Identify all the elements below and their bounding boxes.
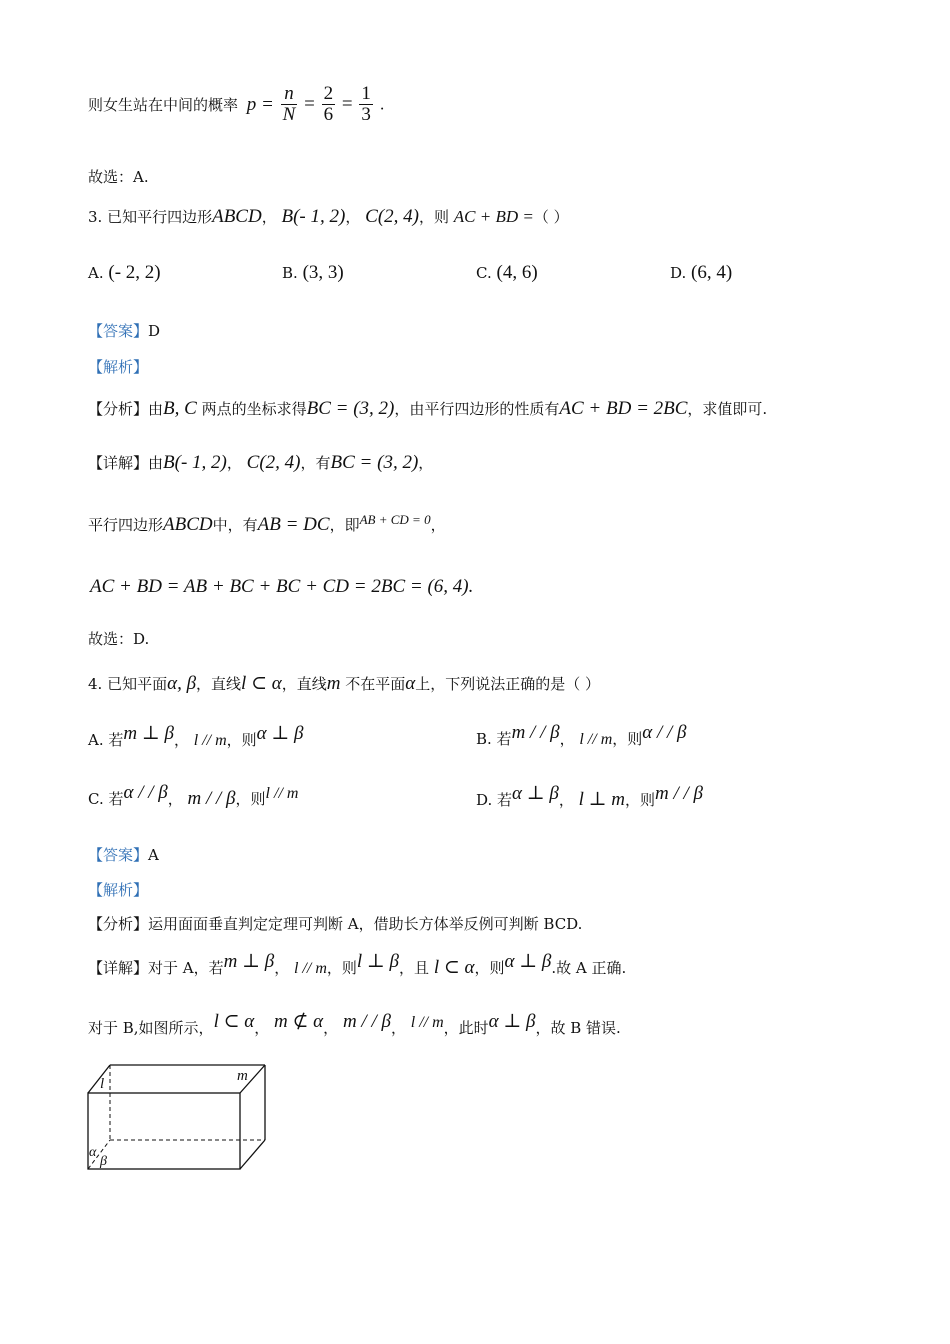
math: m	[326, 673, 341, 694]
q3-option-d	[670, 262, 732, 284]
fenxi-tag: 【分析】	[88, 400, 149, 418]
text: ，	[226, 454, 242, 472]
math: m / / β	[511, 722, 560, 743]
separator: ，	[261, 208, 277, 226]
text: .故 A 正确.	[551, 959, 627, 977]
q3-analysis-tag	[88, 356, 148, 377]
math: α, β	[167, 673, 197, 694]
text: 对于 B,如图所示，	[88, 1019, 214, 1037]
q4-stem	[88, 672, 600, 695]
label-l: l	[100, 1076, 105, 1092]
text: ，则	[474, 959, 505, 977]
cuboid-right-bottom-edge	[240, 1140, 265, 1169]
equals-sign: =	[341, 93, 353, 115]
math: α ⊥ β	[256, 723, 304, 744]
q3-paren: （ ）	[533, 208, 569, 226]
q3-point-b: B(- 1, 2)	[281, 206, 346, 227]
math: l ⊂ α	[433, 957, 475, 978]
fenxi-tag: 【分析】	[88, 915, 149, 933]
option-value: (4, 6)	[496, 262, 538, 283]
choose-answer-d: 故选：D.	[88, 630, 150, 648]
label-beta: β	[100, 1154, 107, 1169]
option-label: C.	[476, 264, 492, 282]
probability-lhs: p =	[246, 93, 274, 115]
math: m ⊥ β	[223, 951, 275, 972]
text: ，	[418, 454, 434, 472]
text: ，	[559, 730, 575, 748]
text: ，则	[226, 731, 257, 749]
text: ，则	[326, 959, 357, 977]
math: l // m	[293, 960, 327, 977]
option-label: D.	[670, 264, 687, 282]
cuboid-left-top-edge	[88, 1065, 110, 1093]
label-m: m	[237, 1068, 248, 1084]
q4-option-b	[476, 722, 687, 749]
math: B, C	[163, 398, 197, 419]
answer-value: A	[148, 846, 159, 864]
answer-tag: 【答案】	[88, 322, 149, 340]
math: l // m	[265, 785, 299, 802]
fraction-numerator: n	[281, 84, 298, 105]
text: ，此时	[443, 1019, 489, 1037]
text: ，则	[235, 790, 266, 808]
answer-tag: 【答案】	[88, 846, 149, 864]
q4-option-a	[88, 722, 303, 750]
cuboid-figure	[80, 1058, 276, 1178]
cuboid-front-face	[88, 1093, 240, 1169]
text: ，直线	[196, 675, 242, 693]
math: m / / β	[187, 788, 236, 809]
text: 平行四边形	[88, 516, 164, 534]
fraction-n-over-n	[281, 84, 298, 125]
text: ，则	[612, 730, 643, 748]
math-equation: AC + BD = 2BC	[559, 398, 688, 419]
option-label: C. 若	[88, 790, 124, 808]
text: ，直线	[281, 675, 327, 693]
math: α ⊥ β	[488, 1011, 536, 1032]
option-label: B.	[282, 264, 298, 282]
math-vector-bc: BC = (3, 2)	[306, 398, 395, 419]
q3-option-a	[88, 262, 161, 284]
math: l ⊂ α	[213, 1011, 255, 1032]
math: α ⊥ β	[504, 951, 552, 972]
fraction-denominator: 3	[361, 104, 371, 125]
separator: ，	[345, 208, 361, 226]
q3-answer	[88, 320, 160, 341]
text: ，	[430, 516, 446, 534]
text: 不在平面	[345, 675, 406, 693]
math: α / / β	[123, 782, 168, 803]
text: 由	[148, 400, 164, 418]
q4-xiangjie	[88, 950, 626, 979]
q3-line3: AC + BD = AB + BC + BC + CD = 2BC = (6, 4).	[90, 576, 474, 597]
analysis-tag: 【解析】	[88, 881, 149, 899]
text: ，	[558, 791, 574, 809]
label-alpha: α	[89, 1145, 97, 1160]
text: ，则	[625, 791, 656, 809]
q4-option-c	[88, 782, 298, 810]
fraction-numerator: 2	[323, 83, 334, 104]
option-value: (- 2, 2)	[108, 262, 161, 283]
separator: ，则	[418, 208, 449, 226]
option-label: D. 若	[476, 791, 513, 809]
fraction-one-third	[359, 84, 373, 125]
xiangjie-tag: 【详解】	[88, 959, 149, 977]
math: l // m	[410, 1014, 444, 1031]
text: 上，下列说法正确的是（ ）	[415, 675, 601, 693]
text: 中，有	[212, 516, 258, 534]
probability-line	[88, 84, 384, 125]
q3-option-c	[476, 262, 538, 284]
q4-answer	[88, 844, 159, 865]
option-value: (6, 4)	[691, 262, 733, 283]
option-label: A.	[88, 264, 104, 282]
text: ，故 B 错误.	[535, 1019, 621, 1037]
text: ，且	[399, 959, 430, 977]
math: l ⊥ m	[578, 789, 626, 810]
sentence-end: .	[379, 95, 385, 114]
fraction-denominator: N	[282, 104, 296, 125]
q3-fenxi	[88, 398, 767, 420]
q3-xiangjie	[88, 452, 433, 474]
text: ，	[173, 731, 189, 749]
analysis-tag: 【解析】	[88, 358, 149, 376]
text: 由	[148, 454, 164, 472]
text: ，	[254, 1019, 270, 1037]
math: m ⊥ β	[123, 723, 174, 744]
text: ，有	[300, 454, 331, 472]
q4-fenxi	[88, 913, 582, 934]
q3-expression: AC + BD =	[453, 207, 534, 226]
q3-stem	[88, 206, 569, 228]
math-equation: AB = DC	[257, 514, 330, 535]
text: ，	[274, 959, 290, 977]
math: α ⊥ β	[512, 783, 559, 804]
math: α	[405, 673, 416, 694]
math-point-c: C(2, 4)	[246, 452, 301, 473]
q3-point-c: C(2, 4)	[365, 206, 419, 227]
q4-option-b-detail	[88, 1010, 621, 1038]
text: 两点的坐标求得	[201, 400, 307, 418]
q3-shape: ABCD	[212, 206, 262, 227]
math: l ⊂ α	[241, 673, 282, 694]
q3-stem-text: 3. 已知平行四边形	[88, 208, 213, 226]
answer-value: D	[148, 322, 161, 340]
choose-answer-a: 故选：A.	[88, 168, 149, 186]
math: α / / β	[642, 722, 687, 743]
fraction-two-sixths	[322, 84, 336, 125]
math: l // m	[193, 732, 227, 749]
math-vector-bc: BC = (3, 2)	[330, 452, 419, 473]
math: m / / β	[655, 783, 704, 804]
probability-prefix: 则女生站在中间的概率	[88, 96, 239, 114]
option-label: B. 若	[476, 730, 512, 748]
math: m ⊄ α	[274, 1011, 324, 1032]
text: ，	[167, 790, 183, 808]
math: m / / β	[342, 1011, 391, 1032]
text: ，	[323, 1019, 339, 1037]
math-point-b: B(- 1, 2)	[163, 452, 227, 473]
q3-option-b	[282, 262, 344, 284]
q3-line2	[88, 512, 446, 536]
text: 运用面面垂直判定定理可判断 A，借助长方体举反例可判断 BCD.	[148, 915, 583, 933]
q4-analysis-tag	[88, 879, 148, 900]
math-small-equation: AB + CD = 0	[359, 512, 431, 527]
text: ，由平行四边形的性质有	[394, 400, 560, 418]
xiangjie-tag: 【详解】	[88, 454, 149, 472]
text: ，即	[329, 516, 360, 534]
text: ，	[390, 1019, 406, 1037]
equals-sign: =	[304, 93, 315, 115]
text: 4. 已知平面	[88, 675, 168, 693]
math: l // m	[579, 731, 613, 748]
math-shape: ABCD	[163, 514, 213, 535]
fraction-denominator: 6	[323, 104, 334, 125]
option-label: A. 若	[88, 731, 124, 749]
option-value: (3, 3)	[302, 262, 344, 283]
text: 对于 A，若	[148, 959, 224, 977]
text: ，求值即可.	[687, 400, 768, 418]
math: l ⊥ β	[356, 951, 400, 972]
q4-option-d	[476, 782, 703, 811]
fraction-numerator: 1	[361, 83, 371, 104]
